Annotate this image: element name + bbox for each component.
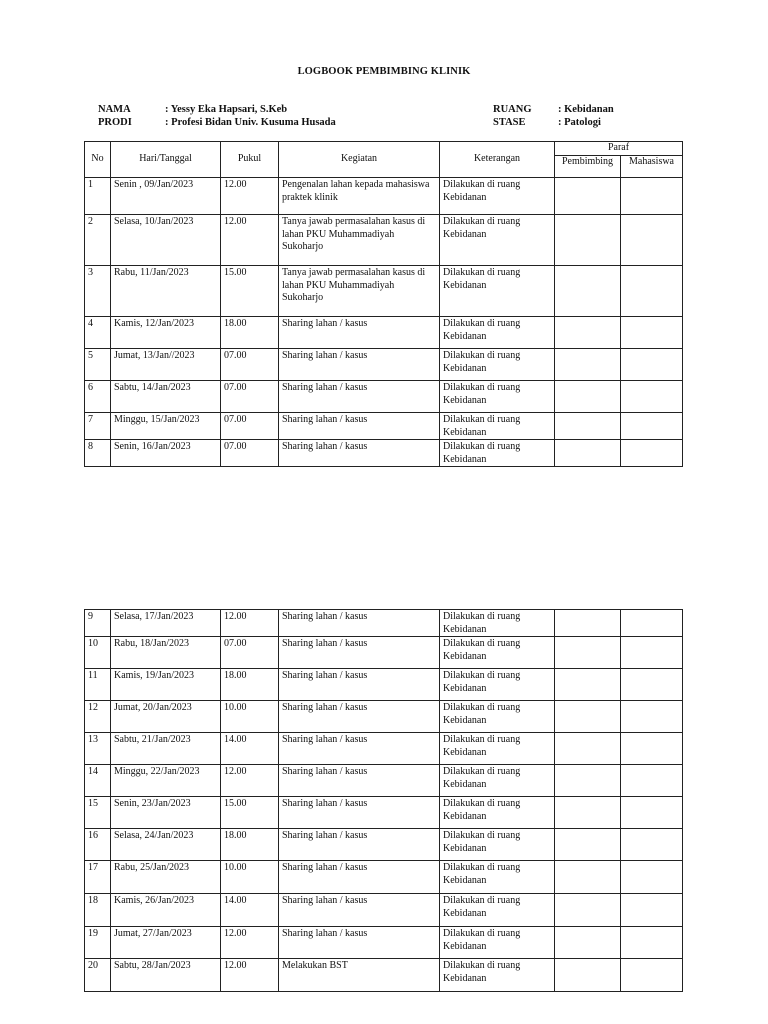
cell-paraf-mahasiswa[interactable] [621,349,683,381]
cell-paraf-mahasiswa[interactable] [621,215,683,266]
table-row [85,733,683,765]
cell-no: 1 [85,178,111,215]
cell-no: 11 [85,669,111,701]
cell-kegiatan: Pengenalan lahan kepada mahasiswa praktek klinik [279,178,440,215]
cell-pukul: 12.00 [221,765,279,797]
cell-keterangan: Dilakukan di ruang Kebidanan [440,413,555,440]
cell-kegiatan: Sharing lahan / kasus [279,349,440,381]
cell-kegiatan: Sharing lahan / kasus [279,733,440,765]
table-row [85,765,683,797]
info-right [493,103,614,129]
info-left [98,103,336,129]
cell-keterangan: Dilakukan di ruang Kebidanan [440,266,555,317]
cell-keterangan: Dilakukan di ruang Kebidanan [440,701,555,733]
cell-kegiatan: Sharing lahan / kasus [279,861,440,894]
prodi-value: : Profesi Bidan Univ. Kusuma Husada [165,117,336,128]
cell-paraf-mahasiswa[interactable] [621,440,683,467]
cell-paraf-pembimbing[interactable] [555,701,621,733]
cell-paraf-pembimbing[interactable] [555,381,621,413]
cell-hari: Minggu, 22/Jan/2023 [111,765,221,797]
cell-kegiatan: Sharing lahan / kasus [279,927,440,959]
cell-hari: Jumat, 27/Jan/2023 [111,927,221,959]
cell-paraf-pembimbing[interactable] [555,894,621,927]
cell-pukul: 18.00 [221,317,279,349]
cell-hari: Selasa, 10/Jan/2023 [111,215,221,266]
cell-kegiatan: Sharing lahan / kasus [279,669,440,701]
cell-no: 6 [85,381,111,413]
table-row [85,178,683,215]
cell-pukul: 10.00 [221,701,279,733]
cell-paraf-mahasiswa[interactable] [621,765,683,797]
cell-pukul: 07.00 [221,440,279,467]
cell-pukul: 14.00 [221,894,279,927]
table-row [85,701,683,733]
cell-kegiatan: Tanya jawab permasalahan kasus di lahan PKU Muhammadiyah Sukoharjo [279,215,440,266]
cell-hari: Sabtu, 14/Jan/2023 [111,381,221,413]
cell-paraf-mahasiswa[interactable] [621,829,683,861]
cell-keterangan: Dilakukan di ruang Kebidanan [440,797,555,829]
cell-hari: Kamis, 12/Jan/2023 [111,317,221,349]
cell-no: 2 [85,215,111,266]
cell-no: 4 [85,317,111,349]
cell-paraf-mahasiswa[interactable] [621,733,683,765]
prodi-line [98,116,336,129]
cell-keterangan: Dilakukan di ruang Kebidanan [440,927,555,959]
cell-no: 14 [85,765,111,797]
table-row [85,610,683,637]
cell-pukul: 15.00 [221,266,279,317]
logbook-table-2 [84,609,683,992]
cell-paraf-mahasiswa[interactable] [621,266,683,317]
cell-no: 7 [85,413,111,440]
table-row [85,215,683,266]
cell-paraf-mahasiswa[interactable] [621,797,683,829]
cell-no: 17 [85,861,111,894]
cell-paraf-mahasiswa[interactable] [621,381,683,413]
cell-hari: Selasa, 24/Jan/2023 [111,829,221,861]
table-row [85,927,683,959]
cell-paraf-pembimbing[interactable] [555,959,621,992]
cell-paraf-pembimbing[interactable] [555,610,621,637]
cell-hari: Minggu, 15/Jan/2023 [111,413,221,440]
cell-keterangan: Dilakukan di ruang Kebidanan [440,215,555,266]
cell-keterangan: Dilakukan di ruang Kebidanan [440,349,555,381]
cell-pukul: 14.00 [221,733,279,765]
cell-kegiatan: Sharing lahan / kasus [279,610,440,637]
table-row [85,266,683,317]
cell-paraf-pembimbing[interactable] [555,927,621,959]
cell-hari: Jumat, 20/Jan/2023 [111,701,221,733]
cell-hari: Senin , 09/Jan/2023 [111,178,221,215]
cell-kegiatan: Sharing lahan / kasus [279,894,440,927]
cell-paraf-pembimbing[interactable] [555,440,621,467]
cell-paraf-mahasiswa[interactable] [621,178,683,215]
cell-kegiatan: Sharing lahan / kasus [279,829,440,861]
nama-label: NAMA [98,104,131,115]
cell-keterangan: Dilakukan di ruang Kebidanan [440,669,555,701]
cell-keterangan: Dilakukan di ruang Kebidanan [440,733,555,765]
cell-kegiatan: Sharing lahan / kasus [279,381,440,413]
cell-hari: Rabu, 11/Jan/2023 [111,266,221,317]
cell-paraf-pembimbing[interactable] [555,733,621,765]
table-row [85,861,683,894]
stase-value: : Patologi [558,117,601,128]
cell-paraf-mahasiswa[interactable] [621,637,683,669]
cell-pukul: 07.00 [221,637,279,669]
cell-keterangan: Dilakukan di ruang Kebidanan [440,637,555,669]
cell-paraf-mahasiswa[interactable] [621,413,683,440]
cell-kegiatan: Tanya jawab permasalahan kasus di lahan PKU Muhammadiyah Sukoharjo [279,266,440,317]
cell-hari: Kamis, 26/Jan/2023 [111,894,221,927]
cell-paraf-pembimbing[interactable] [555,178,621,215]
table-row [85,829,683,861]
nama-line [98,103,336,116]
cell-kegiatan: Melakukan BST [279,959,440,992]
cell-no: 9 [85,610,111,637]
cell-paraf-pembimbing[interactable] [555,829,621,861]
cell-pukul: 12.00 [221,927,279,959]
logbook-body-1 [85,178,683,467]
cell-keterangan: Dilakukan di ruang Kebidanan [440,894,555,927]
cell-paraf-pembimbing[interactable] [555,637,621,669]
cell-paraf-mahasiswa[interactable] [621,317,683,349]
cell-pukul: 07.00 [221,381,279,413]
cell-pukul: 12.00 [221,215,279,266]
cell-hari: Rabu, 25/Jan/2023 [111,861,221,894]
ruang-label: RUANG [493,104,532,115]
table-row [85,317,683,349]
cell-hari: Sabtu, 28/Jan/2023 [111,959,221,992]
logbook-table-1 [84,141,683,467]
cell-paraf-mahasiswa[interactable] [621,894,683,927]
cell-hari: Senin, 16/Jan/2023 [111,440,221,467]
table-row [85,381,683,413]
cell-kegiatan: Sharing lahan / kasus [279,701,440,733]
table-row [85,894,683,927]
cell-kegiatan: Sharing lahan / kasus [279,637,440,669]
cell-paraf-mahasiswa[interactable] [621,959,683,992]
header-pembimbing: Pembimbing [555,156,621,178]
cell-paraf-pembimbing[interactable] [555,861,621,894]
ruang-line [493,103,614,116]
cell-keterangan: Dilakukan di ruang Kebidanan [440,178,555,215]
stase-line [493,116,614,129]
cell-hari: Sabtu, 21/Jan/2023 [111,733,221,765]
cell-pukul: 18.00 [221,669,279,701]
cell-paraf-mahasiswa[interactable] [621,927,683,959]
cell-pukul: 15.00 [221,797,279,829]
header-paraf: Paraf [555,142,683,156]
cell-no: 13 [85,733,111,765]
nama-value: : Yessy Eka Hapsari, S.Keb [165,104,288,115]
cell-paraf-pembimbing[interactable] [555,413,621,440]
cell-kegiatan: Sharing lahan / kasus [279,765,440,797]
cell-keterangan: Dilakukan di ruang Kebidanan [440,381,555,413]
header-no: No [85,142,111,178]
cell-hari: Jumat, 13/Jan//2023 [111,349,221,381]
cell-kegiatan: Sharing lahan / kasus [279,317,440,349]
cell-hari: Selasa, 17/Jan/2023 [111,610,221,637]
cell-no: 5 [85,349,111,381]
cell-paraf-mahasiswa[interactable] [621,701,683,733]
header-mahasiswa: Mahasiswa [621,156,683,178]
cell-keterangan: Dilakukan di ruang Kebidanan [440,440,555,467]
cell-keterangan: Dilakukan di ruang Kebidanan [440,765,555,797]
cell-no: 3 [85,266,111,317]
logbook-body-2 [85,610,683,992]
cell-kegiatan: Sharing lahan / kasus [279,440,440,467]
cell-pukul: 12.00 [221,178,279,215]
cell-no: 15 [85,797,111,829]
cell-pukul: 07.00 [221,413,279,440]
table-row [85,637,683,669]
cell-keterangan: Dilakukan di ruang Kebidanan [440,317,555,349]
cell-keterangan: Dilakukan di ruang Kebidanan [440,829,555,861]
table-row [85,349,683,381]
cell-paraf-mahasiswa[interactable] [621,861,683,894]
cell-hari: Senin, 23/Jan/2023 [111,797,221,829]
cell-hari: Rabu, 18/Jan/2023 [111,637,221,669]
cell-paraf-pembimbing[interactable] [555,266,621,317]
cell-hari: Kamis, 19/Jan/2023 [111,669,221,701]
table-row [85,669,683,701]
table-row [85,797,683,829]
cell-kegiatan: Sharing lahan / kasus [279,413,440,440]
cell-paraf-pembimbing[interactable] [555,669,621,701]
table-row [85,413,683,440]
cell-paraf-pembimbing[interactable] [555,765,621,797]
cell-paraf-mahasiswa[interactable] [621,669,683,701]
cell-no: 10 [85,637,111,669]
cell-no: 19 [85,927,111,959]
cell-pukul: 07.00 [221,349,279,381]
cell-paraf-pembimbing[interactable] [555,797,621,829]
header-pukul: Pukul [221,142,279,178]
cell-no: 8 [85,440,111,467]
prodi-label: PRODI [98,117,132,128]
cell-kegiatan: Sharing lahan / kasus [279,797,440,829]
cell-no: 20 [85,959,111,992]
cell-keterangan: Dilakukan di ruang Kebidanan [440,959,555,992]
cell-no: 18 [85,894,111,927]
cell-paraf-pembimbing[interactable] [555,317,621,349]
header-keterangan: Keterangan [440,142,555,178]
cell-no: 12 [85,701,111,733]
document-title: LOGBOOK PEMBIMBING KLINIK [297,66,471,77]
cell-paraf-mahasiswa[interactable] [621,610,683,637]
cell-no: 16 [85,829,111,861]
cell-pukul: 12.00 [221,610,279,637]
header-kegiatan: Kegiatan [279,142,440,178]
header-hari-tanggal: Hari/Tanggal [111,142,221,178]
cell-keterangan: Dilakukan di ruang Kebidanan [440,861,555,894]
ruang-value: : Kebidanan [558,104,614,115]
cell-keterangan: Dilakukan di ruang Kebidanan [440,610,555,637]
cell-paraf-pembimbing[interactable] [555,215,621,266]
cell-paraf-pembimbing[interactable] [555,349,621,381]
cell-pukul: 12.00 [221,959,279,992]
cell-pukul: 18.00 [221,829,279,861]
cell-pukul: 10.00 [221,861,279,894]
table-row [85,959,683,992]
stase-label: STASE [493,117,526,128]
table-row [85,440,683,467]
